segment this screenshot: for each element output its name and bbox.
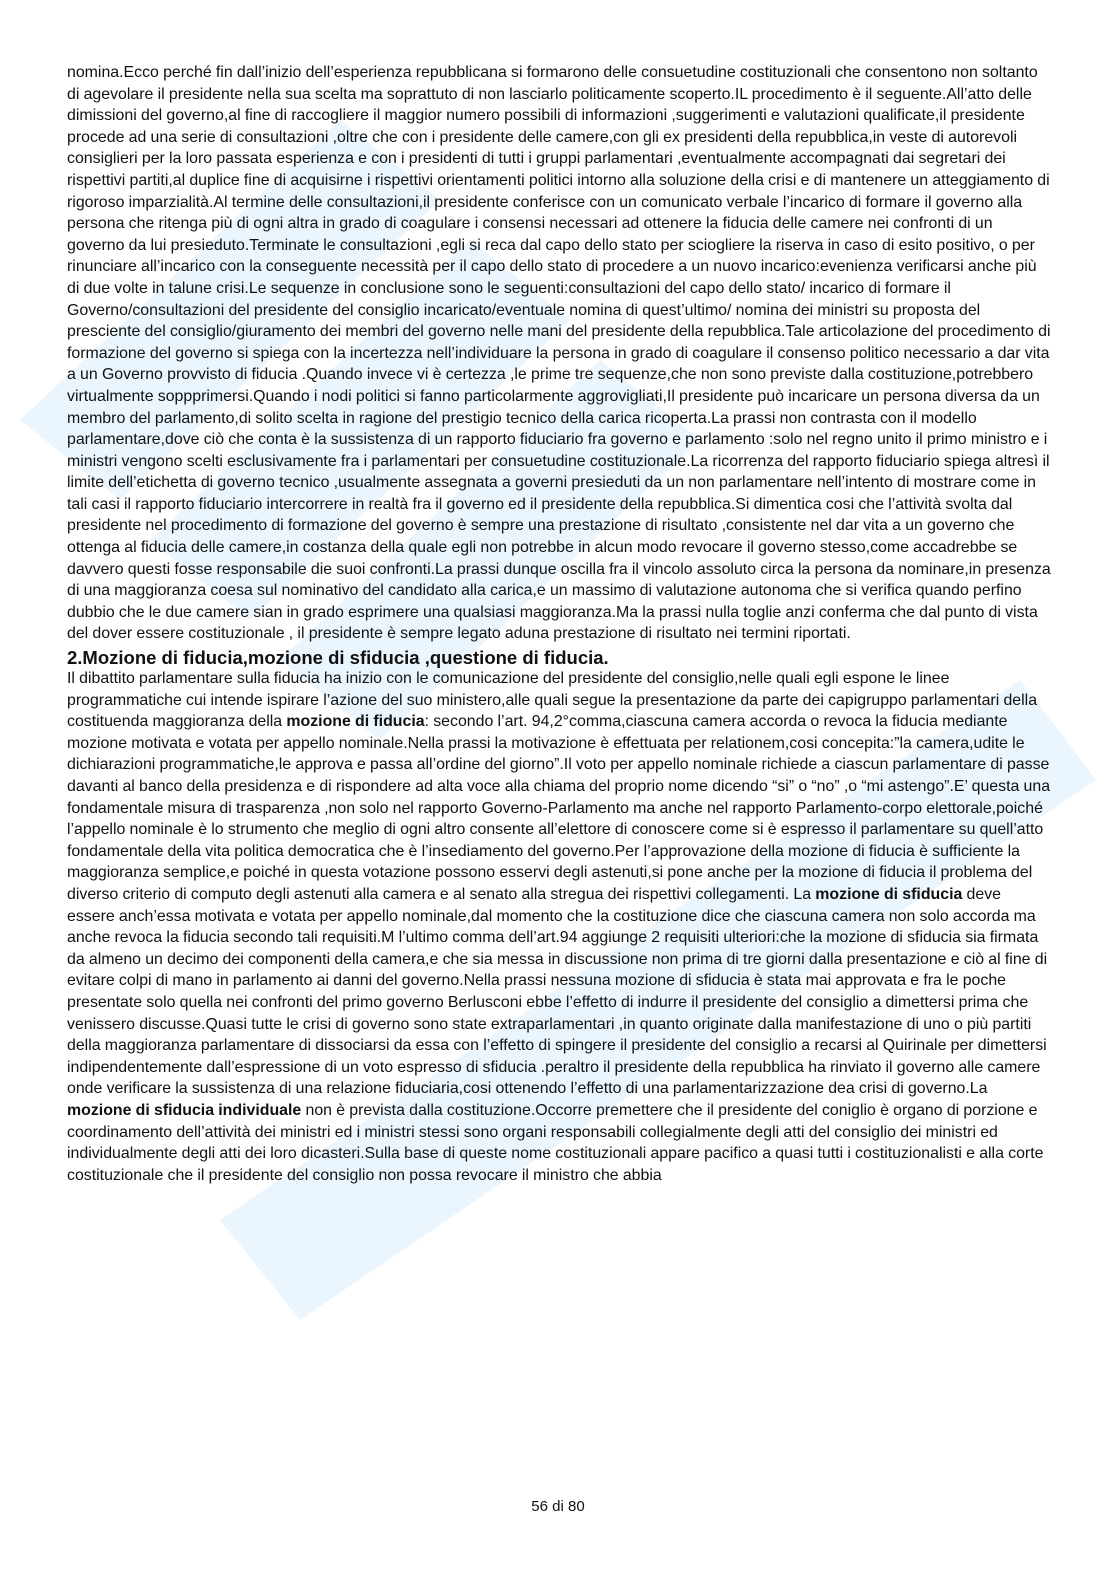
text-run: : secondo l’art. 94,2°comma,ciascuna camera accorda o revoca la fiducia mediante mozione motivata e votata per appello nominale.Nella prassi la motivazione è effettuata per relationem,cosi concepita:”la camera,udite le dichiarazioni programmatiche,le approva e passa all’ordine del giorno”.Il voto per appello nominale richiede a ciascun parlamentare di passe davanti al banco della presidenza e di rispondere ad alta voce alla chiama del proprio nome dicendo “si” o “no” ,o “mi astengo”.E’ questa una fondamentale misura di trasparenza ,non solo nel rapporto Governo-Parlamento ma anche nel rapporto Parlamento-corpo elettorale,poiché l’appello nominale è lo strumento che meglio di ogni altro consente all’elettore di conoscere come si è espresso il parlamentare su quell’atto fondamentale della vita politica democratica che è l’insediamento del governo.Per l’approvazione della mozione di fiducia è sufficiente la maggioranza semplice,e poiché in questa votazione possono esservi degli astenuti,si pone anche per la mozione di fiducia il problema del diverso criterio di computo degli astenuti alla camera e al senato alla stregua dei rispettivi collegamenti. La [67, 713, 1051, 903]
section-heading-mozione-fiducia: 2.Mozione di fiducia,mozione di sfiducia ,questione di fiducia. [67, 647, 609, 669]
text-run: non è prevista dalla costituzione.Occorre premettere che il presidente del coniglio è organo di porzione e coordinamento dell’attività dei ministri ed i ministri stessi sono organi responsabili collegialmente degli atti del consiglio dei ministri ed individualmente degli atti dei loro dicasteri.Sulla base di queste nome costituzionali appare pacifico a quasi tutti i costituzionalisti e alla corte costituzionale che il presidente del consiglio non possa revocare il ministro che abbia [67, 1101, 1044, 1184]
text-run: deve essere anch’essa motivata e votata per appello nominale,dal momento che la costituzione dice che ciascuna camera non solo accorda ma anche revoca la fiducia secondo tali requisiti.M l’ultimo comma dell’art.94 aggiunge 2 requisiti ulteriori:che la mozione di sfiducia sia firmata da almeno un decimo dei componenti della camera,e che sia messa in discussione non prima di tre giorni dalla presentazione e ciò al fine di evitare colpi di mano in parlamento ai danni del governo.Nella prassi nessuna mozione di sfiducia è stata mai approvata e fra le poche presentate solo quella nei confronti del primo governo Berlusconi ebbe l’effetto di indurre il presidente del consiglio a dimettersi prima che venissero discusse.Quasi tutte le crisi di governo sono state extraparlamentari ,in quanto originate dalla manifestazione di uno o più partiti della maggioranza parlamentare di dissociarsi da essa con l’effetto di spingere il presidente del consiglio a recarsi al Quirinale per dimettersi indipendentemente dall’espressione di un voto espresso di sfiducia .peraltro il presidente della repubblica ha rinviato il governo alle camere onde verificare la sussistenza di una relazione fiduciaria,cosi ottenendo l’effetto di una parlamentarizzazione dea crisi di governo.La [67, 885, 1048, 1098]
paragraph-formazione-governo: nomina.Ecco perché fin dall’inizio dell’esperienza repubblicana si formarono delle consuetudine costituzionali che consentono non soltanto di agevolare il presidente nella sua scelta ma soprattuto di non lasciarlo politicamente scoperto.IL procedimento è il seguente.All’atto delle dimissioni del governo,al fine di raccogliere il maggior numero possibili di informazioni ,suggerimenti e valutazioni qualificate,il presidente procede ad una serie di consultazioni ,oltre che con i presidente delle camere,con gli ex presidenti della repubblica,in veste di autorevoli consiglieri per la loro passata esperienza e con i presidenti di tutti i gruppi parlamentari ,eventualmente accompagnati dai segretari dei rispettivi partiti,al duplice fine di acquisirne i rispettivi orientamenti politici intorno alla soluzione della crisi e di mantenere un atteggiamento di rigoroso imparzialità.Al termine delle consultazioni,il presidente conferisce con un comunicato verbale l’incarico di formare il governo alla persona che ritenga più di ogni altra in grado di coagulare i consensi necessari ad ottenere la fiducia delle camere nei confronti di un governo da lui presieduto.Terminate le consultazioni ,egli si reca dal capo dello stato per sciogliere la riserva in caso di esito positivo, o per rinunciare all’incarico con la conseguente necessità per il capo dello stato di procedere a un nuovo incarico:evenienza verificarsi anche più di due volte in talune crisi.Le sequenze in conclusione sono le seguenti:consultazioni del capo dello stato/ incarico di formare il Governo/consultazioni del presidente del consiglio incaricato/eventuale nomina di quest’ultimo/ nomina dei ministri su proposta del presciente del consiglio/giuramento dei membri del governo nelle mani del presidente della repubblica.Tale articolazione del procedimento di formazione del governo si spiega con la incertezza nell’individuare la persona in grado di coagulare il consenso politico necessario a dar vita a un Governo provvisto di fiducia .Quando invece vi è certezza ,le prime tre sequenze,che non sono previste dalla costituzione,potrebbero virtualmente soppprimersi.Quando i nodi politici si fanno particolarmente aggrovigliati,Il presidente può incaricare un persona diversa da un membro del parlamento,di solito scelta in ragione del prestigio tecnico della carica ricoperta.La prassi non contrasta con il modello parlamentare,dove ciò che conta è la sussistenza di un rapporto fiduciario fra governo e parlamento :solo nel regno unito il primo ministro e i ministri vengono scelti esclusivamente fra i parlamentari per consuetudine costituzionale.La ricorrenza del rapporto fiduciario spiega altresì il limite dell’etichetta di governo tecnico ,usualmente assegnata a governi presieduti da un non parlamentare nell’intento di mostrare come in tali casi il rapporto fiduciario intercorrere in realtà fra il governo ed il presidente della repubblica.Si dimentica cosi che l’attività svolta dal presidente nel procedimento di formazione del governo è sempre una prestazione di risultato ,consistente nel dar vita a un governo che ottenga al fiducia delle camere,in costanza della quale egli non potrebbe in alcun modo revocare il governo stesso,come accadrebbe se davvero questi fosse responsabile die suoi confronti.La prassi dunque oscilla fra il vincolo assoluto circa la persona da nominare,in presenza di una maggioranza coesa sul nominativo del candidato alla carica,e un massimo di valutazione autonoma che si verifica quando perfino dubbio che le due camere sian in grado esprimere una qualsiasi maggioranza.Ma la prassi nulla toglie anzi conferma che dal punto di vista del dover essere costituzionale , il presidente è sempre legato aduna prestazione di risultato nei termini riportati. [67, 64, 1051, 643]
text-run: Il dibattito parlamentare sulla fiducia ha inizio con le comunicazione del presidente del consiglio,nelle quali egli espone le linee programmatiche cui intende ispirare l’azione del suo ministero,alle quali segue la presentazione da parte dei capigruppo parlamentari della costituenda maggioranza della [67, 670, 1038, 731]
page-number: 56 di 80 [531, 1498, 585, 1515]
bold-term-mozione-di-fiducia: mozione di fiducia [286, 713, 425, 731]
bold-term-mozione-sfiducia-individuale: mozione di sfiducia individuale [67, 1101, 302, 1119]
document-body [67, 62, 1051, 1186]
bold-term-mozione-di-sfiducia: mozione di sfiducia [815, 885, 963, 903]
paragraph-mozione-fiducia [67, 668, 1051, 1186]
